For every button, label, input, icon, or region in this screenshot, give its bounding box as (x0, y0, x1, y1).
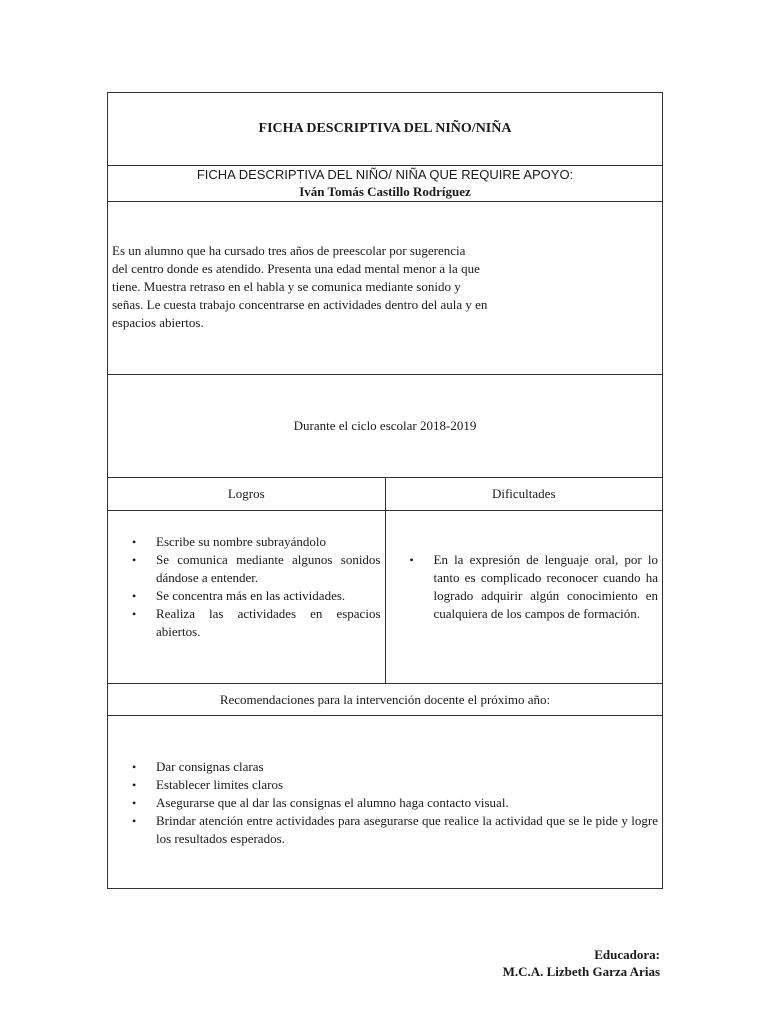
bullet-icon: • (132, 760, 137, 774)
logros-list (108, 533, 381, 641)
list-item-text: Se comunica mediante algunos sonidos dándose a entender. (156, 552, 381, 585)
list-item-text: Brindar atención entre actividades para asegurarse que realice la actividad que se le pide y logre los resultados esperados. (156, 813, 658, 846)
dificultades-list (386, 551, 659, 623)
description-line: señas. Le cuesta trabajo concentrarse en actividades dentro del aula y en (112, 297, 488, 312)
signature-name: M.C.A. Lizbeth Garza Arias (502, 964, 660, 979)
list-item (132, 776, 658, 794)
list-item-text: En la expresión de lenguaje oral, por lo tanto es complicado reconocer cuando ha logrado adquirir algún conocimiento en cualquiera de los campos de formación. (433, 552, 658, 621)
list-item (132, 758, 658, 776)
list-item (132, 587, 381, 605)
list-item (132, 794, 658, 812)
bullet-icon: • (132, 778, 137, 792)
logros-header: Logros (108, 478, 386, 511)
form-table (107, 92, 663, 889)
list-item-text: Establecer limites claros (156, 777, 284, 792)
logros-cell (108, 511, 386, 684)
recommendations-cell (108, 716, 663, 889)
list-item-text: Realiza las actividades en espacios abiertos. (156, 606, 381, 639)
bullet-icon: • (132, 814, 137, 828)
dificultades-cell (385, 511, 663, 684)
list-item-text: Dar consignas claras (156, 759, 264, 774)
list-item-text: Asegurarse que al dar las consignas el alumno haga contacto visual. (156, 795, 509, 810)
student-name: Iván Tomás Castillo Rodríguez (299, 184, 471, 199)
document-sheet (107, 92, 663, 889)
bullet-icon: • (132, 796, 137, 810)
list-item-text: Se concentra más en las actividades. (156, 588, 346, 603)
description-line: Es un alumno que ha cursado tres años de preescolar por sugerencia (112, 243, 466, 258)
description-line: del centro donde es atendido. Presenta una edad mental menor a la que (112, 261, 480, 276)
bullet-icon: • (132, 553, 137, 567)
list-item (132, 551, 381, 587)
bullet-icon: • (132, 607, 137, 621)
description-line: tiene. Muestra retraso en el habla y se comunica mediante sonido y (112, 279, 461, 294)
list-item (132, 533, 381, 551)
signature-block (503, 946, 660, 980)
description-line: espacios abiertos. (112, 315, 204, 330)
description-cell (108, 202, 663, 375)
list-item (409, 551, 659, 623)
bullet-icon: • (132, 589, 137, 603)
recommendations-heading: Recomendaciones para la intervención docente el próximo año: (108, 684, 663, 716)
dificultades-header: Dificultades (385, 478, 663, 511)
subtitle: FICHA DESCRIPTIVA DEL NIÑO/ NIÑA QUE REQUIRE APOYO: (196, 167, 574, 182)
description (112, 242, 552, 332)
list-item (132, 812, 658, 848)
list-item (132, 605, 381, 641)
list-item-text: Escribe su nombre subrayándolo (156, 534, 327, 549)
signature-role: Educadora: (594, 947, 660, 962)
form-title: FICHA DESCRIPTIVA DEL NIÑO/NIÑA (108, 93, 663, 166)
bullet-icon: • (409, 553, 414, 567)
bullet-icon: • (132, 535, 137, 549)
school-cycle: Durante el ciclo escolar 2018-2019 (108, 375, 663, 478)
subtitle-cell (108, 166, 663, 202)
recommendations-list (108, 758, 658, 848)
